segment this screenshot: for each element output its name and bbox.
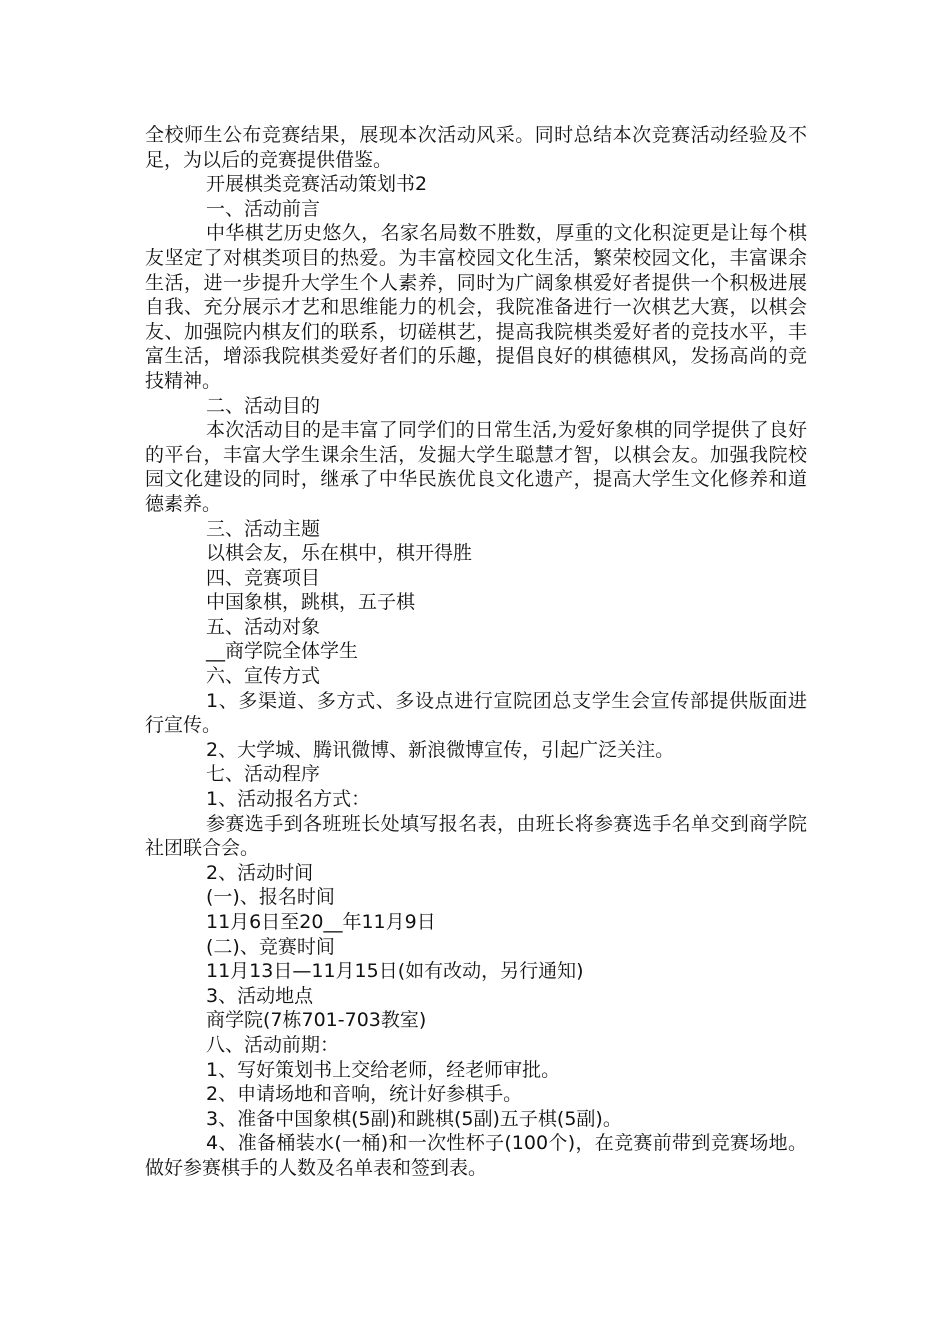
heading-preparation: 八、活动前期： (206, 1033, 340, 1056)
subheading-registration-time: (一)、报名时间 (206, 886, 335, 909)
paragraph-purpose: 本次活动目的是丰富了同学们的日常生活,为爱好象棋的同学提供了良好的平台，丰富大学生课余生活，发掘大学生聪慧才智，以棋会友。加强我院校园文化建设的同时，继承了中华民族优良文化遗产，提高大学生文化修养和道德素养。 (145, 419, 807, 515)
paragraph-promotion-2: 2、大学城、腾讯微博、新浪微博宣传，引起广泛关注。 (206, 738, 675, 761)
paragraph-preparation-3: 3、准备中国象棋(5副)和跳棋(5副)五子棋(5副)。 (206, 1107, 622, 1130)
paragraph-registration: 参赛选手到各班班长处填写报名表，由班长将参赛选手名单交到商学院社团联合会。 (145, 812, 807, 860)
paragraph-preface: 中华棋艺历史悠久，名家名局数不胜数，厚重的文化积淀更是让每个棋友坚定了对棋类项目的热爱。为丰富校园文化生活，繁荣校园文化，丰富课余生活，进一步提升大学生个人素养，同时为广阔象棋爱好者提供一个积极进展自我、充分展示才艺和思维能力的机会，我院准备进行一次棋艺大赛，以棋会友、加强院内棋友们的联系，切磋棋艺，提高我院棋类爱好者的竞技水平，丰富生活，增添我院棋类爱好者们的乐趣，提倡良好的棋德棋风，发扬高尚的竞技精神。 (145, 222, 807, 392)
paragraph-competition-time: 11月13日—11月15日(如有改动，另行通知) (206, 960, 584, 983)
paragraph-theme: 以棋会友，乐在棋中，棋开得胜 (206, 542, 473, 565)
subheading-competition-time: (二)、竞赛时间 (206, 935, 335, 958)
paragraph-preparation-1: 1、写好策划书上交给老师，经老师审批。 (206, 1058, 561, 1081)
heading-theme: 三、活动主题 (206, 517, 321, 540)
paragraph-promotion-1: 1、多渠道、多方式、多设点进行宣院团总支学生会宣传部提供版面进行宣传。 (145, 689, 807, 737)
document-body (145, 123, 807, 1181)
paragraph-location: 商学院(7栋701-703教室) (206, 1009, 427, 1032)
heading-procedure: 七、活动程序 (206, 763, 321, 786)
heading-purpose: 二、活动目的 (206, 394, 321, 417)
heading-events: 四、竞赛项目 (206, 566, 321, 589)
heading-plan-2: 开展棋类竞赛活动策划书2 (206, 173, 428, 196)
paragraph-preparation-2: 2、申请场地和音响，统计好参棋手。 (206, 1083, 523, 1106)
subheading-registration: 1、活动报名方式： (206, 788, 371, 811)
paragraph-results-summary: 全校师生公布竞赛结果，展现本次活动风采。同时总结本次竞赛活动经验及不足，为以后的竞赛提供借鉴。 (145, 124, 807, 171)
subheading-time: 2、活动时间 (206, 861, 314, 884)
heading-promotion: 六、宣传方式 (206, 665, 321, 688)
heading-participants: 五、活动对象 (206, 615, 321, 638)
subheading-location: 3、活动地点 (206, 984, 314, 1007)
paragraph-registration-time: 11月6日至20__年11月9日 (206, 911, 436, 933)
paragraph-participants: __商学院全体学生 (206, 640, 359, 663)
heading-preface: 一、活动前言 (206, 197, 321, 220)
paragraph-events: 中国象棋，跳棋，五子棋 (206, 591, 416, 614)
paragraph-preparation-4: 4、准备桶装水(一桶)和一次性杯子(100个)，在竞赛前带到竞赛场地。做好参赛棋手的人数及名单表和签到表。 (145, 1132, 807, 1179)
